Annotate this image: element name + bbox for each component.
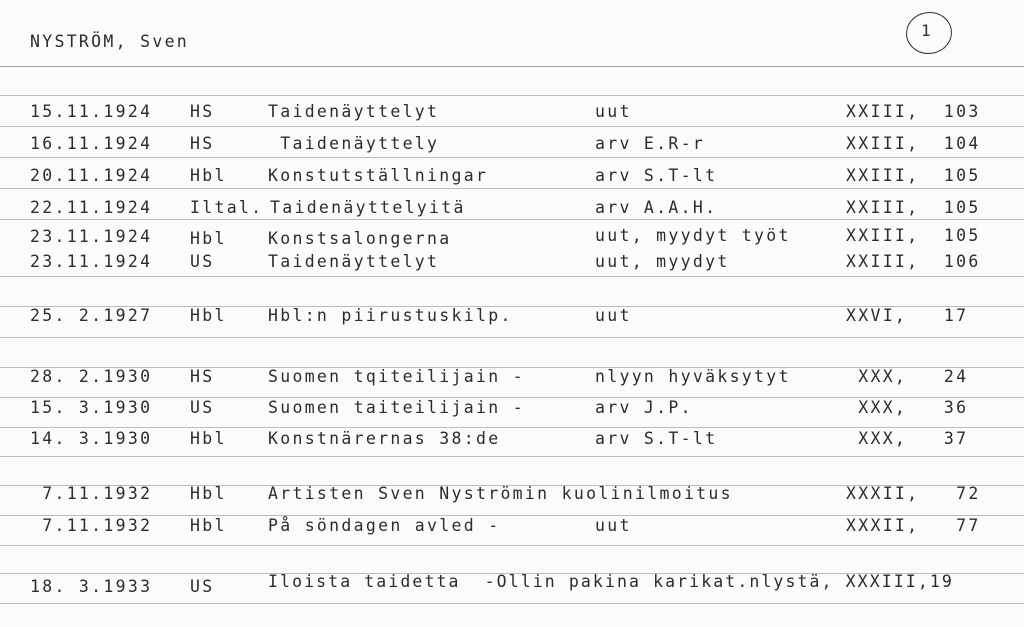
entry-title: Konstsalongerna [268,229,452,248]
entry-date: 16.11.1924 [30,134,153,153]
entry-date: 25. 2.1927 [30,306,153,325]
entry-reference: XXIII, 106 [846,252,981,271]
entry-reference: XXIII, 105 [846,226,981,245]
entry-note: arv E.R-r [595,134,706,153]
entry-note: uut, myydyt työt [595,226,791,245]
entry-title: Artisten Sven Nyströmin kuolinilmoitus [268,484,733,503]
entry-paper: Hbl [190,166,227,185]
entry-paper: US [190,577,215,596]
entry-note: arv A.A.H. [595,198,718,217]
entry-reference: XXIII, 104 [846,134,981,153]
entry-date: 15. 3.1930 [30,398,153,417]
entry-reference: XXIII, 105 [846,198,981,217]
entry-paper: Hbl [190,484,227,503]
entry-note: uut [595,102,632,121]
entry-title: Konstutställningar [268,166,489,185]
rule-line [0,427,1024,428]
card-title: NYSTRÖM, Sven [30,32,190,51]
entry-paper: HS [190,367,215,386]
entry-title: På söndagen avled - [268,516,501,535]
entry-reference: XXIII, 105 [846,166,981,185]
rule-line [0,95,1024,96]
entry-paper: Iltal. [190,198,264,217]
entry-paper: HS [190,102,215,121]
entry-note: arv S.T-lt [595,166,718,185]
entry-note: arv S.T-lt [595,429,718,448]
entry-date: 15.11.1924 [30,102,153,121]
entry-date: 7.11.1932 [30,484,153,503]
entry-title: Taidenäyttely [268,134,440,153]
entry-reference: XXXII, 77 [846,516,981,535]
entry-reference: XXX, 24 [846,367,969,386]
rule-line [0,456,1024,457]
entry-reference: XXX, 37 [846,429,969,448]
entry-note: arv J.P. [595,398,693,417]
entry-paper: US [190,398,215,417]
entry-reference: XXIII, 103 [846,102,981,121]
rule-line [0,545,1024,546]
entry-title: Suomen tqiteilijain - [268,367,525,386]
entry-reference: XXXII, 72 [846,484,981,503]
entry-title: Konstnärernas 38:de [268,429,501,448]
card-number: 1 [921,21,933,40]
rule-line [0,219,1024,220]
entry-title: Taidenäyttelyt [268,102,440,121]
entry-date: 14. 3.1930 [30,429,153,448]
entry-reference: XXX, 36 [846,398,969,417]
rule-line [0,337,1024,338]
entry-note: uut, myydyt [595,252,730,271]
entry-date: 23.11.1924 [30,227,153,246]
rule-line [0,603,1024,604]
entry-title: Iloista taidetta -Ollin pakina karikat.nlystä, XXXIII,19 [268,572,954,591]
entry-note: uut [595,516,632,535]
entry-date: 22.11.1924 [30,198,153,217]
entry-title: Taidenäyttelyitä [270,198,466,217]
entry-title: Taidenäyttelyt [268,252,440,271]
entry-reference: XXVI, 17 [846,306,969,325]
entry-title: Suomen taiteilijain - [268,398,525,417]
entry-paper: HS [190,134,215,153]
rule-line [0,188,1024,189]
entry-date: 23.11.1924 [30,252,153,271]
entry-paper: Hbl [190,306,227,325]
entry-date: 28. 2.1930 [30,367,153,386]
rule-line [0,126,1024,127]
entry-date: 18. 3.1933 [30,577,153,596]
entry-date: 20.11.1924 [30,166,153,185]
rule-line [0,66,1024,67]
entry-paper: Hbl [190,516,227,535]
entry-title: Hbl:n piirustuskilp. [268,306,513,325]
entry-note: nlyyn hyväksytyt [595,367,791,386]
entry-date: 7.11.1932 [30,516,153,535]
entry-note: uut [595,306,632,325]
rule-line [0,157,1024,158]
entry-paper: Hbl [190,229,227,248]
rule-line [0,276,1024,277]
entry-paper: US [190,252,215,271]
entry-paper: Hbl [190,429,227,448]
